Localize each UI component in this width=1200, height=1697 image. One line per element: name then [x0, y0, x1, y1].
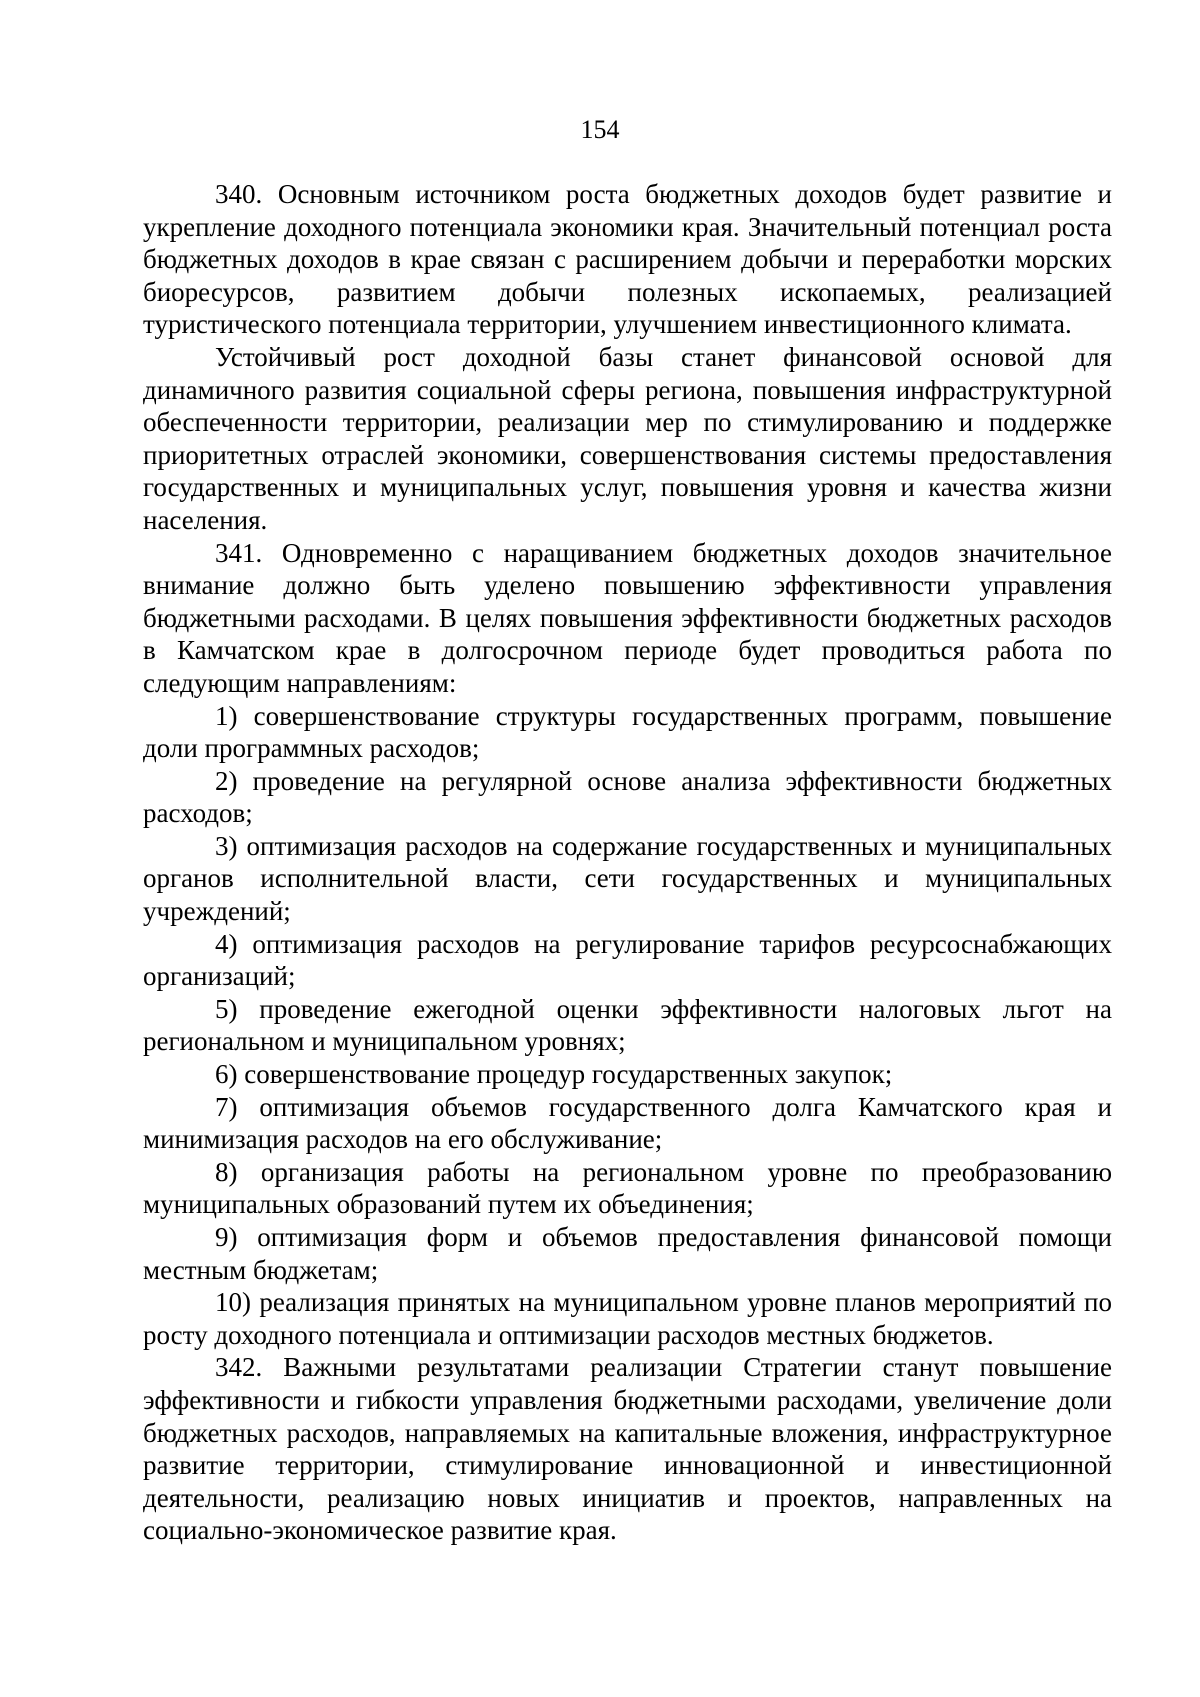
list-item-8: 8) организация работы на региональном уровне по преобразованию муниципальных образований путем их объединения;	[143, 1156, 1112, 1220]
paragraph-revenue-base: Устойчивый рост доходной базы станет финансовой основой для динамичного развития социальной сферы региона, повышения инфраструктурной обеспеченности территории, реализации мер по стимулированию и поддержке приоритетных отраслей экономики, совершенствования системы предоставления государственных и муниципальных услуг, повышения уровня и качества жизни населения.	[143, 341, 1112, 535]
list-item-6: 6) совершенствование процедур государственных закупок;	[215, 1059, 893, 1090]
list-item-5: 5) проведение ежегодной оценки эффективности налоговых льгот на региональном и муниципальном уровнях;	[143, 993, 1112, 1057]
list-item-2: 2) проведение на регулярной основе анализа эффективности бюджетных расходов;	[143, 765, 1112, 829]
list-item-4: 4) оптимизация расходов на регулирование тарифов ресурсоснабжающих организаций;	[143, 928, 1112, 992]
paragraph-342: 342. Важными результатами реализации Стратегии станут повышение эффективности и гибкости управления бюджетными расходами, увеличение доли бюджетных расходов, направляемых на капитальные вложения, инфраструктурное развитие территории, стимулирование инновационной и инвестиционной деятельности, реализацию новых инициатив и проектов, направленных на социально-экономическое развитие края.	[143, 1352, 1112, 1546]
list-item-3: 3) оптимизация расходов на содержание государственных и муниципальных органов исполнительной власти, сети государственных и муниципальных учреждений;	[143, 830, 1112, 927]
list-item-9: 9) оптимизация форм и объемов предоставления финансовой помощи местным бюджетам;	[143, 1222, 1112, 1285]
page-number: 154	[580, 115, 620, 144]
paragraph-341: 341. Одновременно с наращиванием бюджетных доходов значительное внимание должно быть уделено повышению эффективности управления бюджетными расходами. В целях повышения эффективности бюджетных расходов в Камчатском крае в долгосрочном периоде будет проводиться работа по следующим направлениям:	[143, 537, 1112, 698]
list-item-7: 7) оптимизация объемов государственного долга Камчатского края и минимизация расходов на его обслуживание;	[143, 1091, 1112, 1155]
list-item-10: 10) реализация принятых на муниципальном уровне планов мероприятий по росту доходного потенциала и оптимизации расходов местных бюджетов.	[143, 1287, 1112, 1350]
list-item-1: 1) совершенствование структуры государственных программ, повышение доли программных расходов;	[143, 700, 1112, 764]
document-body	[143, 178, 1112, 1547]
paragraph-340: 340. Основным источником роста бюджетных доходов будет развитие и укрепление доходного потенциала экономики края. Значительный потенциал роста бюджетных доходов в крае связан с расширением добычи и переработки морских биоресурсов, развитием добычи полезных ископаемых, реализацией туристического потенциала территории, улучшением инвестиционного климата.	[143, 179, 1112, 340]
